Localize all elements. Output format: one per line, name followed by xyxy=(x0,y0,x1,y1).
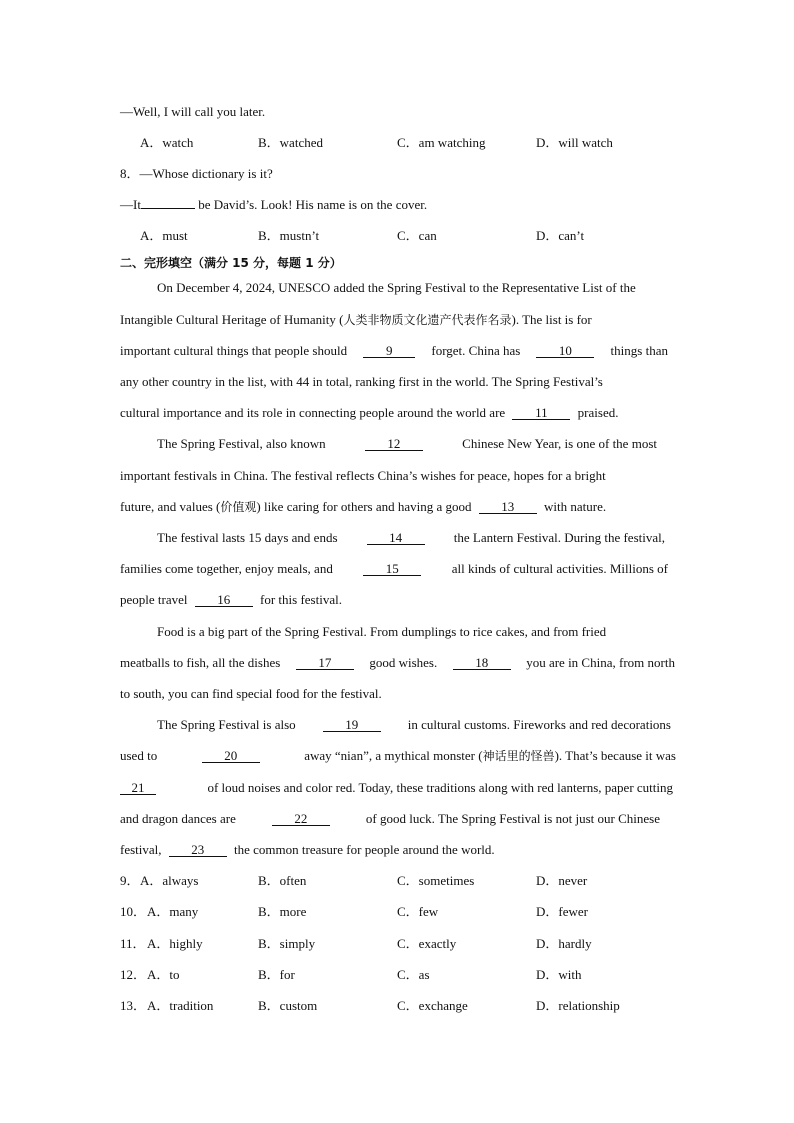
q12-option-d[interactable]: D．with xyxy=(536,967,582,982)
question-number: 12． xyxy=(120,967,147,982)
question-number: 11． xyxy=(120,936,146,951)
question-number: 13． xyxy=(120,998,147,1013)
q9-option-a[interactable]: A．always xyxy=(140,873,199,888)
passage-line-13: meatballs to fish, all the dishes 17 good wishes. 18 you are in China, from north xyxy=(120,655,675,670)
passage-line-4: any other country in the list, with 44 in total, ranking first in the world. The Spring Festival’s xyxy=(120,374,603,389)
blank-16[interactable]: 16 xyxy=(195,593,253,607)
passage-line-16: used to 20 away “nian”, a mythical monster (神话里的怪兽). That’s because it was xyxy=(120,748,676,763)
q11-option-d[interactable]: D．hardly xyxy=(536,936,592,951)
q13-option-d[interactable]: D．relationship xyxy=(536,998,620,1013)
q11-option-b[interactable]: B．simply xyxy=(258,936,316,951)
blank-20[interactable]: 20 xyxy=(202,749,260,763)
passage-line-12: Food is a big part of the Spring Festival. From dumplings to rice cakes, and from fried xyxy=(157,624,607,639)
blank-19[interactable]: 19 xyxy=(323,718,381,732)
passage-line-18: and dragon dances are 22 of good luck. The Spring Festival is not just our Chinese xyxy=(120,811,660,826)
q8-answer-after: be David’s. Look! His name is on the cover. xyxy=(198,197,428,212)
passage-line-1: On December 4, 2024, UNESCO added the Spring Festival to the Representative List of the xyxy=(157,280,636,295)
blank-14[interactable]: 14 xyxy=(367,531,425,545)
q8-option-d[interactable]: D．can’t xyxy=(536,228,585,243)
blank-18[interactable]: 18 xyxy=(453,656,511,670)
passage-line-5: cultural importance and its role in connecting people around the world are 11 praised. xyxy=(120,405,619,420)
passage-line-19: festival, 23 the common treasure for people around the world. xyxy=(120,842,495,857)
q7-reply: —Well, I will call you later. xyxy=(120,104,266,119)
q9-option-b[interactable]: B．often xyxy=(258,873,307,888)
q8-question: 8．—Whose dictionary is it? xyxy=(120,166,273,181)
q8-blank[interactable] xyxy=(141,208,195,209)
q7-option-c[interactable]: C．am watching xyxy=(397,135,486,150)
passage-line-9: The festival lasts 15 days and ends 14 the Lantern Festival. During the festival, xyxy=(157,530,665,545)
question-number: 9． xyxy=(120,873,140,888)
q9-option-c[interactable]: C．sometimes xyxy=(397,873,475,888)
blank-10[interactable]: 10 xyxy=(536,344,594,358)
blank-22[interactable]: 22 xyxy=(272,812,330,826)
blank-13[interactable]: 13 xyxy=(479,500,537,514)
passage-line-6: The Spring Festival, also known 12 Chinese New Year, is one of the most xyxy=(157,436,657,451)
q13-option-a[interactable]: A．tradition xyxy=(147,998,214,1013)
passage-line-10: families come together, enjoy meals, and 15 all kinds of cultural activities. Millions of xyxy=(120,561,668,576)
q10-option-c[interactable]: C．few xyxy=(397,904,439,919)
q12-option-b[interactable]: B．for xyxy=(258,967,295,982)
passage-line-15: The Spring Festival is also 19 in cultural customs. Fireworks and red decorations xyxy=(157,717,671,732)
blank-21[interactable]: 21 xyxy=(120,781,156,795)
q13-option-b[interactable]: B．custom xyxy=(258,998,318,1013)
passage-line-11: people travel 16 for this festival. xyxy=(120,592,342,607)
question-number: 10． xyxy=(120,904,147,919)
q8-answer-before: —It xyxy=(120,197,141,212)
blank-12[interactable]: 12 xyxy=(365,437,423,451)
q11-option-a[interactable]: A．highly xyxy=(147,936,203,951)
q10-option-a[interactable]: A．many xyxy=(147,904,199,919)
blank-17[interactable]: 17 xyxy=(296,656,354,670)
q12-option-c[interactable]: C．as xyxy=(397,967,430,982)
q7-option-d[interactable]: D．will watch xyxy=(536,135,613,150)
passage-line-2: Intangible Cultural Heritage of Humanity (人类非物质文化遗产代表作名录). The list is for xyxy=(120,312,592,327)
q10-option-d[interactable]: D．fewer xyxy=(536,904,588,919)
q8-answer xyxy=(120,197,680,213)
q7-option-b[interactable]: B．watched xyxy=(258,135,323,150)
q8-option-b[interactable]: B．mustn’t xyxy=(258,228,320,243)
q8-option-c[interactable]: C．can xyxy=(397,228,437,243)
passage-line-7: important festivals in China. The festival reflects China’s wishes for peace, hopes for a bright xyxy=(120,468,606,483)
section-title: 二、完形填空（满分 15 分，每题 1 分） xyxy=(120,256,342,270)
blank-15[interactable]: 15 xyxy=(363,562,421,576)
q7-option-a[interactable]: A．watch xyxy=(140,135,194,150)
passage-line-17: 21 of loud noises and color red. Today, these traditions along with red lanterns, paper cutting xyxy=(120,780,673,796)
q13-option-c[interactable]: C．exchange xyxy=(397,998,468,1013)
blank-23[interactable]: 23 xyxy=(169,843,227,857)
q9-option-d[interactable]: D．never xyxy=(536,873,588,888)
passage-line-8: future, and values (价值观) like caring for others and having a good 13 with nature. xyxy=(120,499,607,514)
q11-option-c[interactable]: C．exactly xyxy=(397,936,457,951)
q10-option-b[interactable]: B．more xyxy=(258,904,307,919)
q12-option-a[interactable]: A．to xyxy=(147,967,180,982)
blank-11[interactable]: 11 xyxy=(512,406,570,420)
blank-9[interactable]: 9 xyxy=(363,344,415,358)
passage-line-3: important cultural things that people should 9 forget. China has 10 things than xyxy=(120,343,668,358)
q8-option-a[interactable]: A．must xyxy=(140,228,188,243)
passage-line-14: to south, you can find special food for the festival. xyxy=(120,686,382,701)
